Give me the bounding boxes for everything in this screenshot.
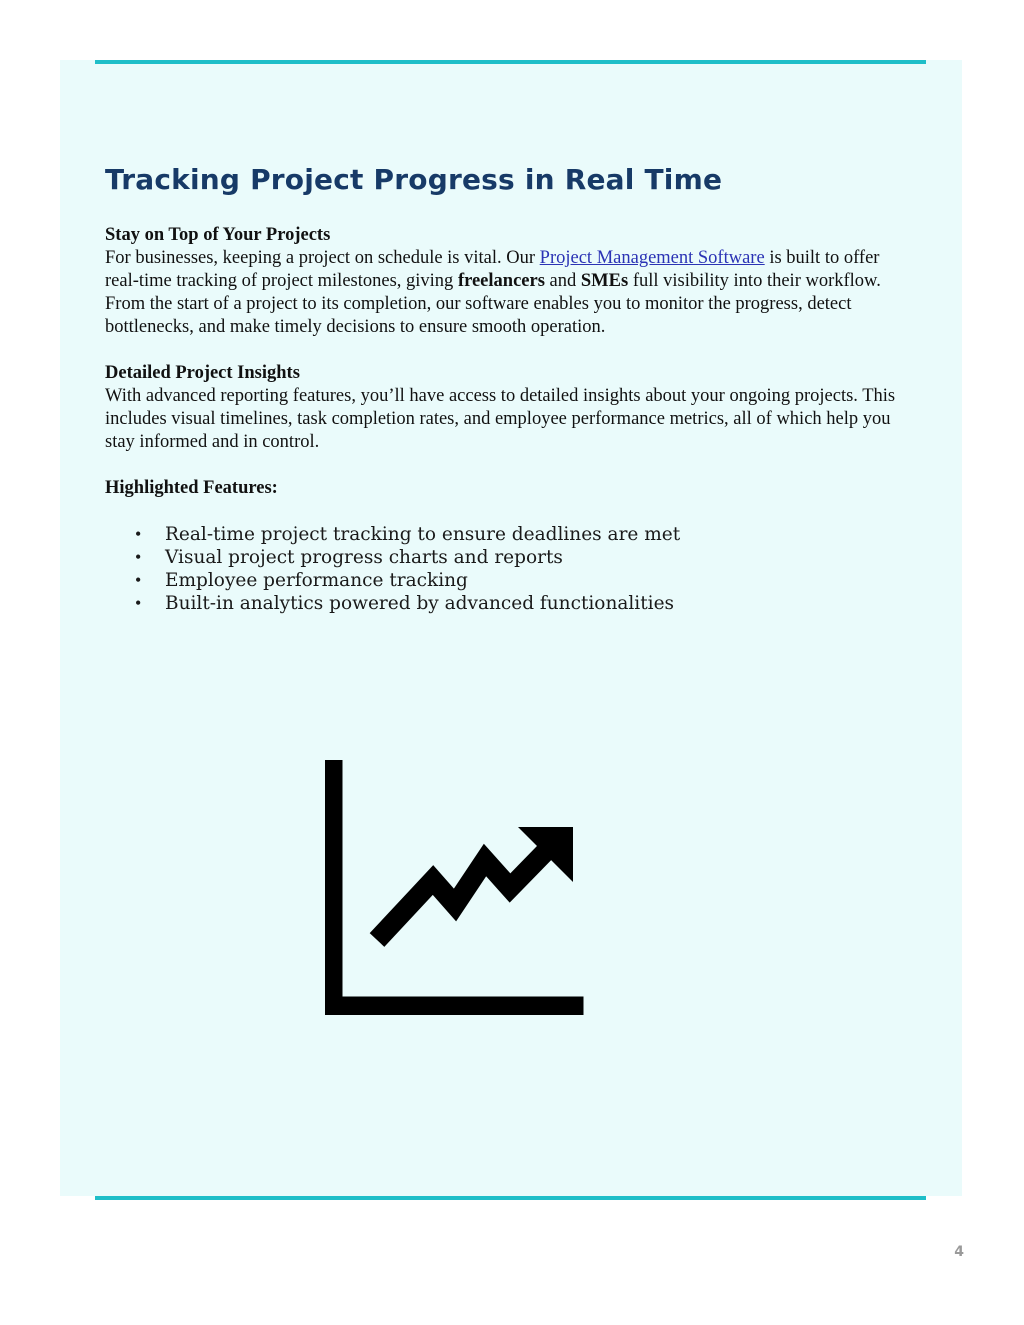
project-management-software-link[interactable]: Project Management Software [539, 248, 765, 268]
section-paragraph-detailed-insights: With advanced reporting features, you’ll have access to detailed insights about your ongoing projects. This includes visual timelines, task completion rates, and employee performance metrics, all of which help you stay informed and in control. [105, 386, 896, 452]
bullet: • [135, 547, 142, 567]
paragraph-text: For businesses, keeping a project on schedule is vital. Our [105, 248, 540, 268]
feature-text: Built-in analytics powered by advanced functionalities [165, 593, 675, 614]
feature-text: Visual project progress charts and reports [165, 547, 563, 568]
bold-smes: SMEs [580, 271, 629, 291]
list-item [105, 523, 915, 546]
bullet: • [135, 524, 142, 544]
paragraph-text: is built to offer real-time tracking of project milestones, giving [105, 248, 880, 291]
list-item [105, 592, 915, 615]
features-heading: Highlighted Features: [105, 478, 278, 498]
section-stay-on-top [105, 224, 915, 339]
feature-text: Employee performance tracking [165, 570, 468, 591]
section-detailed-insights [105, 362, 915, 454]
section-paragraph-stay-on-top [105, 247, 915, 339]
bottom-divider [95, 1196, 926, 1200]
bold-freelancers: freelancers [457, 271, 545, 291]
feature-text: Real-time project tracking to ensure deadlines are met [165, 524, 681, 545]
page-number: 4 [954, 1244, 964, 1260]
trend-line [377, 848, 549, 940]
section-heading-stay-on-top: Stay on Top of Your Projects [105, 225, 331, 245]
bullet: • [135, 570, 142, 590]
paragraph-text: full visibility into their workflow. From the start of a project to its completion, our software enables you to monitor the progress, detect bottlenecks, and make timely decisions to ensure smooth operation. [105, 271, 881, 337]
trending-up-chart-icon [325, 760, 585, 1015]
bullet: • [135, 593, 142, 613]
list-item [105, 569, 915, 592]
section-heading-detailed-insights: Detailed Project Insights [105, 363, 300, 383]
page-title: Tracking Project Progress in Real Time [105, 163, 723, 196]
list-item [105, 546, 915, 569]
paragraph-text: and [544, 271, 581, 291]
top-divider [95, 60, 926, 64]
chart-axes [332, 767, 573, 1007]
feature-list [105, 523, 915, 615]
page-content [105, 160, 915, 615]
